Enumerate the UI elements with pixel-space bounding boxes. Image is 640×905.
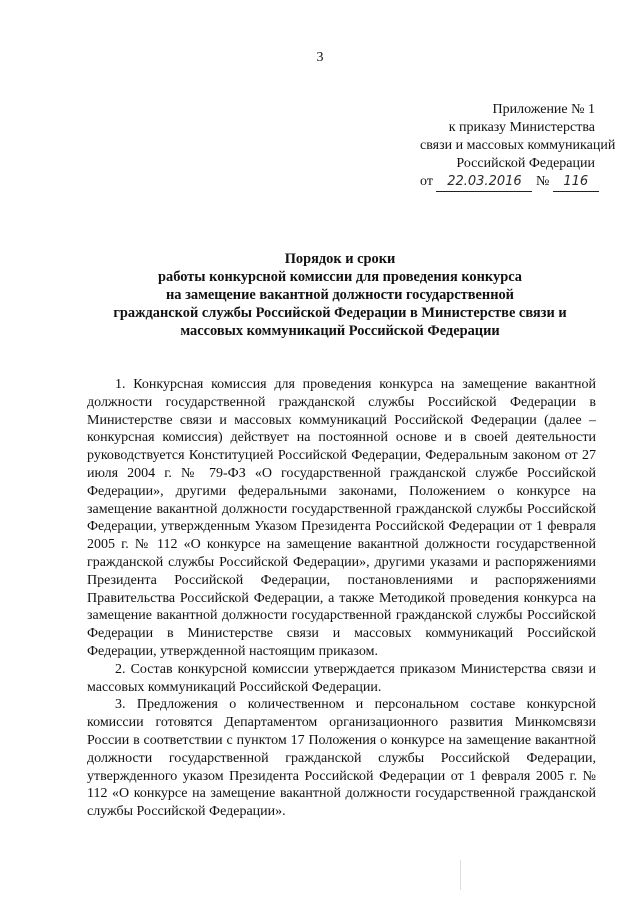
scan-mark xyxy=(460,860,461,890)
document-body xyxy=(87,376,596,821)
page-number: 3 xyxy=(316,50,324,65)
order-date-number-line xyxy=(420,173,595,192)
title-line-4: гражданской службы Российской Федерации в Министерстве связи и xyxy=(113,305,567,321)
date-prefix: от xyxy=(420,174,433,189)
paragraph-3: 3. Предложения о количественном и персональном составе конкурсной комиссии готовятся Департаментом организационного развития Минкомсвязи России в соответствии с пунктом 17 Положения о конкурсе на замещение вакантной должности государственной гражданской службы Российской Федерации, утвержденного указом Президента Российской Федерации от 1 февраля 2005 г. № 112 «О конкурсе на замещение вакантной должности государственной гражданской службы Российской Федерации». xyxy=(87,697,596,820)
paragraph-1: 1. Конкурсная комиссия для проведения конкурса на замещение вакантной должности государственной гражданской службы Российской Федерации в Министерстве связи и массовых коммуникаций Российской Федерации (далее – конкурсная комиссия) действует на постоянной основе и в своей деятельности руководствуется Конституцией Российской Федерации, Федеральным законом от 27 июля 2004 г. № 79-ФЗ «О государственной гражданской службе Российской Федерации», другими федеральными законами, Положением о конкурсе на замещение вакантной должности государственной гражданской службы Российской Федерации, утвержденным Указом Президента Российской Федерации от 1 февраля 2005 г. № 112 «О конкурсе на замещение вакантной должности государственной гражданской службы Российской Федерации», другими указами и распоряжениями Президента Российской Федерации, постановлениями и распоряжениями Правительства Российской Федерации, а также Методикой проведения конкурса на замещение вакантной должности государственной гражданской службы Российской Федерации в Министерстве связи и массовых коммуникаций Российской Федерации, утвержденной настоящим приказом. xyxy=(87,377,596,659)
number-prefix: № xyxy=(535,174,550,189)
title-line-1: Порядок и сроки xyxy=(284,251,396,267)
appendix-line-4: Российской Федерации xyxy=(456,156,595,171)
handwritten-date: 22.03.2016 xyxy=(436,173,532,192)
appendix-line-2: к приказу Министерства xyxy=(448,120,595,135)
document-title xyxy=(80,250,600,340)
paragraph-2: 2. Состав конкурсной комиссии утверждается приказом Министерства связи и массовых коммуникаций Российской Федерации. xyxy=(87,661,596,695)
appendix-line-1: Приложение № 1 xyxy=(492,102,595,117)
handwritten-order-number: 116 xyxy=(553,173,599,192)
title-line-5: массовых коммуникаций Российской Федерации xyxy=(180,323,500,339)
title-line-2: работы конкурсной комиссии для проведения конкурса xyxy=(158,269,522,285)
title-line-3: на замещение вакантной должности государственной xyxy=(166,287,514,303)
appendix-block xyxy=(420,101,616,192)
appendix-line-3: связи и массовых коммуникаций xyxy=(420,138,616,153)
